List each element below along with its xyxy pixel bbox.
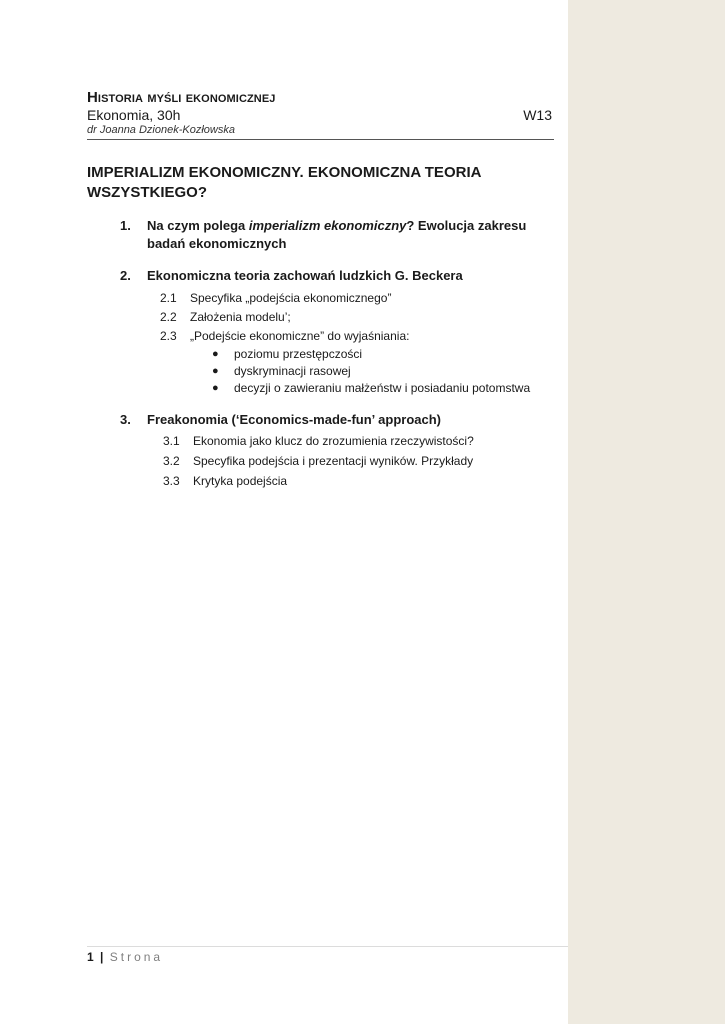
section-heading-emphasis: imperializm ekonomiczny	[248, 218, 407, 233]
section-number: 1.	[120, 218, 131, 233]
subsection-text: Założenia modelu’;	[190, 310, 291, 324]
section-heading: Ekonomiczna teoria zachowań ludzkich G. Beckera	[147, 268, 463, 283]
bullet-icon: ●	[212, 348, 219, 360]
section-heading	[147, 217, 527, 253]
course-author: dr Joanna Dzionek-Kozłowska	[87, 124, 235, 136]
page-number: 1	[87, 950, 94, 964]
section-number: 2.	[120, 268, 131, 283]
subsection-number: 2.3	[160, 329, 177, 343]
course-title: Historia myśli ekonomicznej	[87, 89, 276, 106]
subsection-number: 3.3	[163, 474, 180, 488]
subsection-text: „Podejście ekonomiczne” do wyjaśniania:	[190, 329, 410, 343]
course-subtitle: Ekonomia, 30h	[87, 107, 181, 123]
bullet-icon: ●	[212, 382, 219, 394]
header-divider	[87, 139, 554, 140]
subsection-text: Specyfika podejścia i prezentacji wyników. Przykłady	[193, 454, 474, 468]
bullet-text: poziomu przestępczości	[234, 347, 363, 361]
subsection-number: 2.2	[160, 310, 177, 324]
section-heading: Freakonomia (‘Economics-made-fun’ approach)	[147, 412, 441, 427]
page-margin-sidebar	[568, 0, 725, 1024]
section-number: 3.	[120, 412, 131, 427]
section-heading-text: Na czym polega	[147, 218, 249, 233]
subsection-text: Specyfika „podejścia ekonomicznego”	[190, 291, 392, 305]
document-title: IMPERIALIZM EKONOMICZNY. EKONOMICZNA TEORIA WSZYSTKIEGO?	[87, 164, 481, 201]
section-heading-text: ? Ewolucja zakresu badań ekonomicznych	[147, 218, 527, 251]
footer-divider	[87, 946, 568, 947]
page-label: Strona	[109, 950, 164, 964]
subsection-text: Krytyka podejścia	[193, 474, 288, 488]
bullet-text: decyzji o zawieraniu małżeństw i posiadaniu potomstwa	[234, 381, 531, 395]
subsection-number: 2.1	[160, 291, 177, 305]
subsection-number: 3.2	[163, 454, 180, 468]
footer-separator: |	[100, 950, 104, 964]
subsection-number: 3.1	[163, 434, 180, 448]
subsection-text: Ekonomia jako klucz do zrozumienia rzeczywistości?	[193, 434, 474, 448]
document-code: W13	[523, 107, 552, 123]
page-footer	[87, 950, 163, 964]
bullet-text: dyskryminacji rasowej	[234, 364, 351, 378]
bullet-icon: ●	[212, 365, 219, 377]
